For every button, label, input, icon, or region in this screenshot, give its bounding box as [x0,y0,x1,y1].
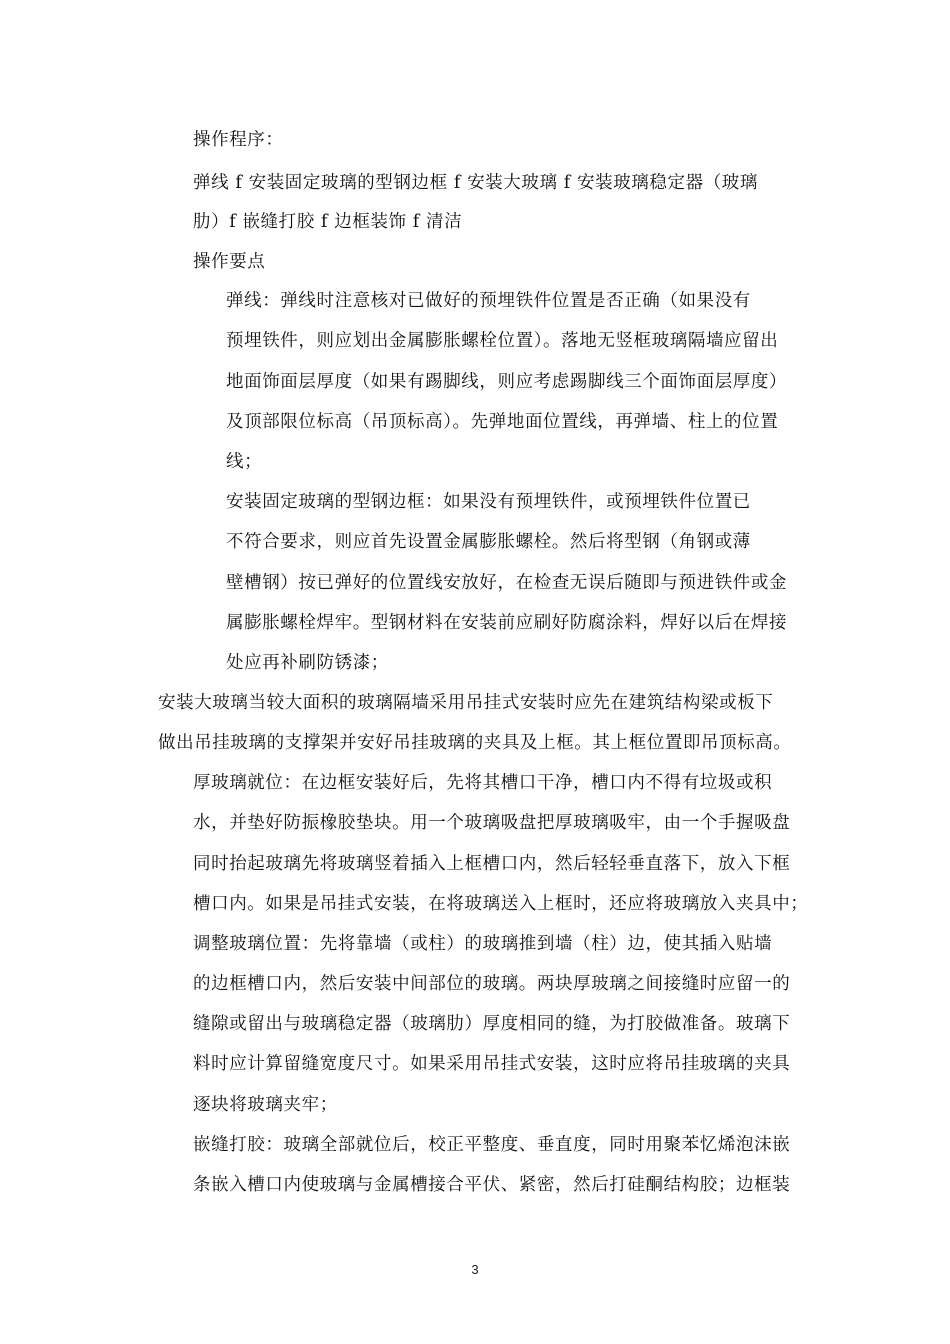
paragraph-line: 嵌缝打胶：玻璃全部就位后，校正平整度、垂直度，同时用聚苯忆烯泡沫嵌 [193,1135,791,1155]
paragraph-line: 壁槽钢）按已弹好的位置线安放好，在检查无误后随即与预进铁件或金 [226,573,788,593]
paragraph-line: 线； [226,452,263,472]
paragraph-line: 逐块将玻璃夹牢； [193,1095,338,1115]
page-number: 3 [471,1262,479,1277]
paragraph-line: 安装大玻璃当较大面积的玻璃隔墙采用吊挂式安装时应先在建筑结构梁或板下 [158,693,774,713]
key-points-heading: 操作要点 [193,252,266,272]
paragraph-line: 料时应计算留缝宽度尺寸。如果采用吊挂式安装，这时应将吊挂玻璃的夹具 [193,1054,791,1074]
paragraph-line: 条嵌入槽口内使玻璃与金属槽接合平伏、紧密，然后打硅酮结构胶；边框装 [193,1175,791,1195]
paragraph-line: 的边框槽口内，然后安装中间部位的玻璃。两块厚玻璃之间接缝时应留一的 [193,974,791,994]
paragraph-line: 预埋铁件，则应划出金属膨胀螺栓位置）。落地无竖框玻璃隔墙应留出 [226,331,779,351]
paragraph-line: 槽口内。如果是吊挂式安装，在将玻璃送入上框时，还应将玻璃放入夹具中； [193,894,809,914]
paragraph-line: 不符合要求，则应首先设置金属膨胀螺栓。然后将型钢（角钢或薄 [226,532,751,552]
paragraph-line: 厚玻璃就位：在边框安装好后，先将其槽口干净，槽口内不得有垃圾或积 [193,773,773,793]
paragraph-line: 缝隙或留出与玻璃稳定器（玻璃肋）厚度相同的缝，为打胶做准备。玻璃下 [193,1014,791,1034]
paragraph-line: 水，并垫好防振橡胶垫块。用一个玻璃吸盘把厚玻璃吸牢，由一个手握吸盘 [193,813,791,833]
paragraph-line: 调整玻璃位置：先将靠墙（或柱）的玻璃推到墙（柱）边，使其插入贴墙 [193,934,773,954]
paragraph-line: 同时抬起玻璃先将玻璃竖着插入上框槽口内，然后轻轻垂直落下，放入下框 [193,854,791,874]
paragraph-line: 处应再补刷防锈漆； [226,653,389,673]
procedure-heading: 操作程序： [193,130,284,150]
paragraph-line: 安装固定玻璃的型钢边框：如果没有预埋铁件，或预埋铁件位置已 [226,492,751,512]
paragraph-line: 及顶部限位标高（吊顶标高）。先弹地面位置线，再弹墙、柱上的位置 [226,412,779,432]
paragraph-line: 做出吊挂玻璃的支撑架并安好吊挂玻璃的夹具及上框。其上框位置即吊顶标高。 [158,733,792,753]
paragraph-line: 属膨胀螺栓焊牢。型钢材料在安装前应刷好防腐涂料，焊好以后在焊接 [226,613,788,633]
paragraph-line: 弹线：弹线时注意核对已做好的预埋铁件位置是否正确（如果没有 [226,291,751,311]
procedure-line: 肋）f 嵌缝打胶 f 边框装饰 f 清洁 [193,212,463,232]
paragraph-line: 地面饰面层厚度（如果有踢脚线，则应考虑踢脚线三个面饰面层厚度） [226,372,788,392]
procedure-line: 弹线 f 安装固定玻璃的型钢边框 f 安装大玻璃 f 安装玻璃稳定器（玻璃 [193,173,759,193]
